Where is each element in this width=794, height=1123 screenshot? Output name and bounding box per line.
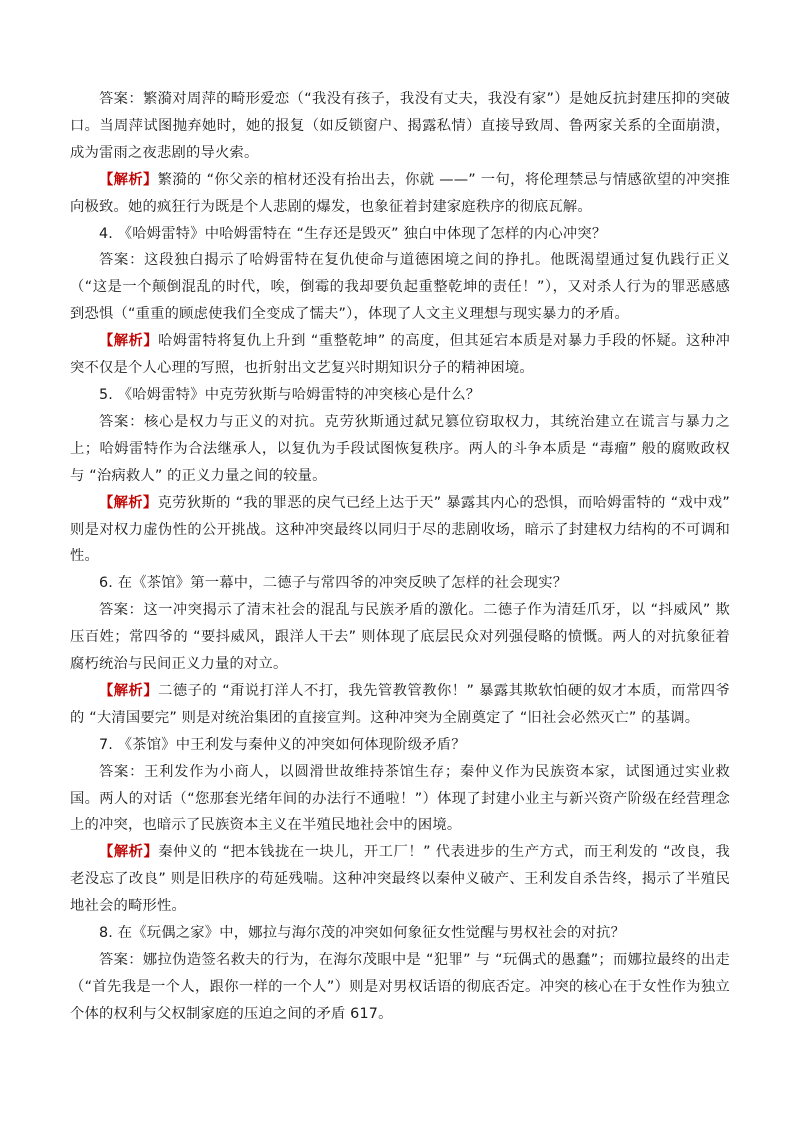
analysis-label: 【解析】 (99, 333, 159, 350)
question-heading: 8. 在《玩偶之家》中，娜拉与海尔茂的冲突如何象征女性觉醒与男权社会的对抗？ (99, 925, 626, 942)
question-heading: 4. 《哈姆雷特》中哈姆雷特在 “生存还是毁灭” 独白中体现了怎样的内心冲突？ (99, 225, 607, 242)
analysis-label: 【解析】 (99, 844, 159, 861)
analysis-paragraph: 【解析】克劳狄斯的 “我的罪恶的戾气已经上达于天” 暴露其内心的恐惧，而哈姆雷特的 “戏中戏” 则是对权力虚伪性的公开挑战。这种冲突最终以同归于尽的悲剧收场，暗示了封建权力结构的不可调和性。 (70, 494, 730, 565)
analysis-label: 【解析】 (99, 494, 158, 511)
answer-paragraph: 答案：娜拉伪造签名救夫的行为，在海尔茂眼中是 “犯罪” 与 “玩偶式的愚蠢”；而娜拉最终的出走（“首先我是一个人，跟你一样的一个人”）则是对男权话语的彻底否定。冲突的核心在于女性作为独立个体的权利与父权制家庭的压迫之间的矛盾 617。 (70, 952, 730, 1022)
question-heading: 7. 《茶馆》中王利发与秦仲义的冲突如何体现阶级矛盾？ (99, 736, 466, 753)
answer-paragraph: 答案：繁漪对周萍的畸形爱恋（“我没有孩子，我没有丈夫，我没有家”）是她反抗封建压抑的突破口。当周萍试图抛弃她时，她的报复（如反锁窗户、揭露私情）直接导致周、鲁两家关系的全面崩溃，成为雷雨之夜悲剧的导火索。 (70, 91, 730, 161)
analysis-paragraph: 【解析】哈姆雷特将复仇上升到 “重整乾坤” 的高度，但其延宕本质是对暴力手段的怀疑。这种冲突不仅是个人心理的写照，也折射出文艺复兴时期知识分子的精神困境。 (70, 333, 730, 377)
question-heading: 5. 《哈姆雷特》中克劳狄斯与哈姆雷特的冲突核心是什么？ (99, 386, 481, 403)
analysis-paragraph: 【解析】二德子的 “甭说打洋人不打，我先管教管教你！” 暴露其欺软怕硬的奴才本质，而常四爷的 “大清国要完” 则是对统治集团的直接宣判。这种冲突为全剧奠定了 “旧社会必然灭亡” 的基调。 (70, 682, 730, 726)
answer-paragraph: 答案：这段独白揭示了哈姆雷特在复仇使命与道德困境之间的挣扎。他既渴望通过复仇践行正义（“这是一个颠倒混乱的时代，唉，倒霉的我却要负起重整乾坤的责任！”），又对杀人行为的罪恶感感到恐惧（“重重的顾虑使我们全变成了懦夫”），体现了人文主义理想与现实暴力的矛盾。 (70, 252, 730, 323)
answer-paragraph: 答案：这一冲突揭示了清末社会的混乱与民族矛盾的激化。二德子作为清廷爪牙，以 “抖威风” 欺压百姓；常四爷的 “要抖威风，跟洋人干去” 则体现了底层民众对列强侵略的愤慨。两人的对抗象征着腐朽统治与民间正义力量的对立。 (70, 602, 730, 673)
question-heading: 6. 在《茶馆》第一幕中，二德子与常四爷的冲突反映了怎样的社会现实？ (99, 575, 568, 592)
analysis-label: 【解析】 (99, 682, 159, 699)
analysis-paragraph: 【解析】秦仲义的 “把本钱拢在一块儿，开工厂！” 代表进步的生产方式，而王利发的 “改良，我老没忘了改良” 则是旧秩序的苟延残喘。这种冲突最终以秦仲义破产、王利发自杀告终，揭示了半殖民地社会的畸形性。 (70, 844, 730, 915)
document-body (70, 86, 730, 1028)
analysis-label: 【解析】 (99, 171, 158, 188)
answer-paragraph: 答案：王利发作为小商人，以圆滑世故维持茶馆生存；秦仲义作为民族资本家，试图通过实业救国。两人的对话（“您那套光绪年间的办法行不通啦！”）体现了封建小业主与新兴资产阶级在经营理念上的冲突，也暗示了民族资本主义在半殖民地社会中的困境。 (70, 763, 730, 834)
analysis-paragraph: 【解析】繁漪的 “你父亲的棺材还没有抬出去，你就 ——” 一句，将伦理禁忌与情感欲望的冲突推向极致。她的疯狂行为既是个人悲剧的爆发，也象征着封建家庭秩序的彻底瓦解。 (70, 171, 730, 215)
answer-paragraph: 答案：核心是权力与正义的对抗。克劳狄斯通过弑兄篡位窃取权力，其统治建立在谎言与暴力之上；哈姆雷特作为合法继承人，以复仇为手段试图恢复秩序。两人的斗争本质是 “毒瘤” 般的腐败政权与 “治病救人” 的正义力量之间的较量。 (70, 413, 730, 484)
